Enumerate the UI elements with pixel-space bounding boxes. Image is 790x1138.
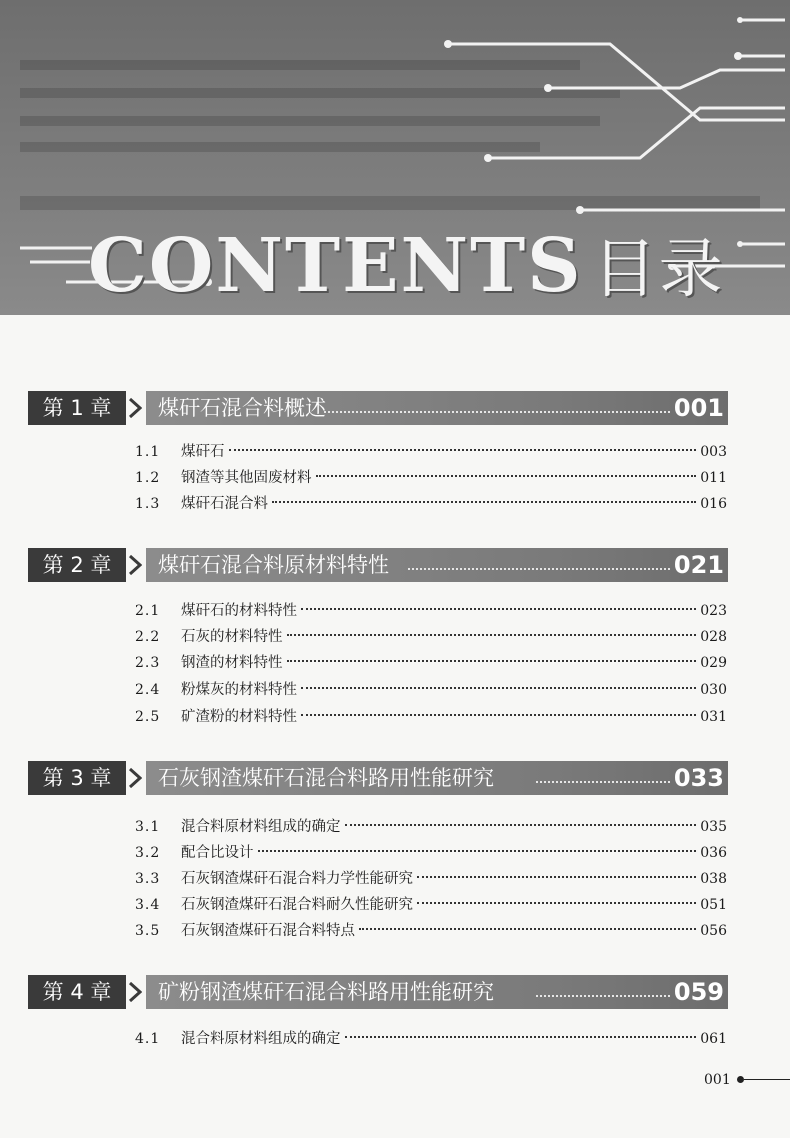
chapter-2-heading[interactable]: [28, 548, 728, 582]
section-title: 配合比设计: [181, 845, 254, 861]
chapter-title-bar: [146, 548, 728, 582]
section-title: 石灰钢渣煤矸石混合料特点: [181, 923, 355, 939]
chapter-page-number: 059: [673, 978, 724, 1006]
section-number: 3.3: [135, 871, 161, 887]
dot-leader: [287, 634, 697, 636]
chapter-page-number: 033: [673, 764, 724, 792]
toc-entry-1-2[interactable]: [135, 465, 727, 491]
dot-leader: [229, 449, 697, 451]
chapter-title: 石灰钢渣煤矸石混合料路用性能研究: [158, 766, 494, 790]
section-page-number: 051: [700, 897, 727, 913]
chapter-number-tag: 第 1 章: [28, 391, 126, 425]
chevron-right-icon: [128, 554, 142, 576]
dot-leader: [536, 781, 670, 783]
chapter-number-tag: 第 3 章: [28, 761, 126, 795]
section-title: 矿渣粉的材料特性: [181, 709, 297, 725]
chevron-right-icon: [128, 397, 142, 419]
section-page-number: 036: [700, 845, 727, 861]
dot-leader: [345, 824, 697, 826]
dot-leader: [345, 1036, 697, 1038]
toc-entry-3-4[interactable]: [135, 892, 727, 918]
folio-bullet: [737, 1076, 744, 1083]
contents-header: [0, 0, 790, 315]
section-page-number: 031: [700, 709, 727, 725]
section-title: 石灰的材料特性: [181, 629, 283, 645]
section-title: 混合料原材料组成的确定: [181, 819, 341, 835]
dot-leader: [272, 501, 696, 503]
section-number: 1.3: [135, 496, 161, 512]
chapter-number-tag: 第 4 章: [28, 975, 126, 1009]
section-title: 钢渣等其他固废材料: [181, 470, 312, 486]
section-title: 煤矸石的材料特性: [181, 603, 297, 619]
dot-leader: [417, 902, 696, 904]
section-number: 3.1: [135, 819, 161, 835]
chapter-3-heading[interactable]: [28, 761, 728, 795]
section-title: 石灰钢渣煤矸石混合料耐久性能研究: [181, 897, 413, 913]
toc-entry-3-2[interactable]: [135, 840, 727, 866]
section-number: 1.1: [135, 444, 161, 460]
toc-entry-2-3[interactable]: [135, 650, 727, 676]
section-number: 3.5: [135, 923, 161, 939]
section-page-number: 016: [700, 496, 727, 512]
dot-leader: [258, 850, 697, 852]
chapter-title: 矿粉钢渣煤矸石混合料路用性能研究: [158, 980, 494, 1004]
toc-entry-3-1[interactable]: [135, 814, 727, 840]
section-title: 混合料原材料组成的确定: [181, 1031, 341, 1047]
section-title: 煤矸石: [181, 444, 225, 460]
section-page-number: 028: [700, 629, 727, 645]
section-title: 煤矸石混合料: [181, 496, 268, 512]
section-number: 2.5: [135, 709, 161, 725]
section-page-number: 035: [700, 819, 727, 835]
section-page-number: 030: [700, 682, 727, 698]
section-page-number: 011: [700, 470, 727, 486]
section-title: 石灰钢渣煤矸石混合料力学性能研究: [181, 871, 413, 887]
toc-entry-2-4[interactable]: [135, 677, 727, 703]
chapter-title-bar: [146, 761, 728, 795]
dot-leader: [536, 995, 670, 997]
section-page-number: 038: [700, 871, 727, 887]
chapter-number-tag: 第 2 章: [28, 548, 126, 582]
toc-entry-2-2[interactable]: [135, 624, 727, 650]
chapter-title: 煤矸石混合料概述: [158, 396, 326, 420]
chapter-page-number: 001: [673, 394, 724, 422]
section-number: 2.1: [135, 603, 161, 619]
dot-leader: [408, 568, 670, 570]
contents-title-cn: 目录: [592, 233, 725, 307]
toc-entry-3-5[interactable]: [135, 918, 727, 944]
dot-leader: [359, 928, 696, 930]
contents-title-en: CONTENTS: [88, 223, 583, 309]
chapter-title: 煤矸石混合料原材料特性: [158, 553, 389, 577]
chapter-1-heading[interactable]: [28, 391, 728, 425]
toc-entry-1-1[interactable]: [135, 439, 727, 465]
dot-leader: [417, 876, 696, 878]
section-number: 3.2: [135, 845, 161, 861]
section-number: 2.4: [135, 682, 161, 698]
contents-title: [88, 218, 725, 310]
section-page-number: 056: [700, 923, 727, 939]
dot-leader: [301, 687, 696, 689]
section-number: 3.4: [135, 897, 161, 913]
section-number: 2.3: [135, 655, 161, 671]
chevron-right-icon: [128, 767, 142, 789]
section-number: 1.2: [135, 470, 161, 486]
toc-entry-4-1[interactable]: [135, 1026, 727, 1052]
section-title: 钢渣的材料特性: [181, 655, 283, 671]
dot-leader: [301, 608, 696, 610]
chevron-right-icon: [128, 981, 142, 1003]
chapter-title-bar: [146, 975, 728, 1009]
section-page-number: 003: [700, 444, 727, 460]
section-title: 粉煤灰的材料特性: [181, 682, 297, 698]
section-page-number: 061: [700, 1031, 727, 1047]
toc-entry-1-3[interactable]: [135, 491, 727, 517]
section-page-number: 023: [700, 603, 727, 619]
section-number: 2.2: [135, 629, 161, 645]
chapter-page-number: 021: [673, 551, 724, 579]
chapter-4-heading[interactable]: [28, 975, 728, 1009]
toc-entry-2-5[interactable]: [135, 704, 727, 730]
dot-leader: [301, 714, 696, 716]
chapter-title-bar: [146, 391, 728, 425]
dot-leader: [324, 411, 670, 413]
toc-entry-2-1[interactable]: [135, 598, 727, 624]
dot-leader: [316, 475, 697, 477]
page-number: 001: [704, 1072, 731, 1088]
section-page-number: 029: [700, 655, 727, 671]
folio-rule: [744, 1079, 790, 1080]
toc-entry-3-3[interactable]: [135, 866, 727, 892]
dot-leader: [287, 660, 697, 662]
section-number: 4.1: [135, 1031, 161, 1047]
